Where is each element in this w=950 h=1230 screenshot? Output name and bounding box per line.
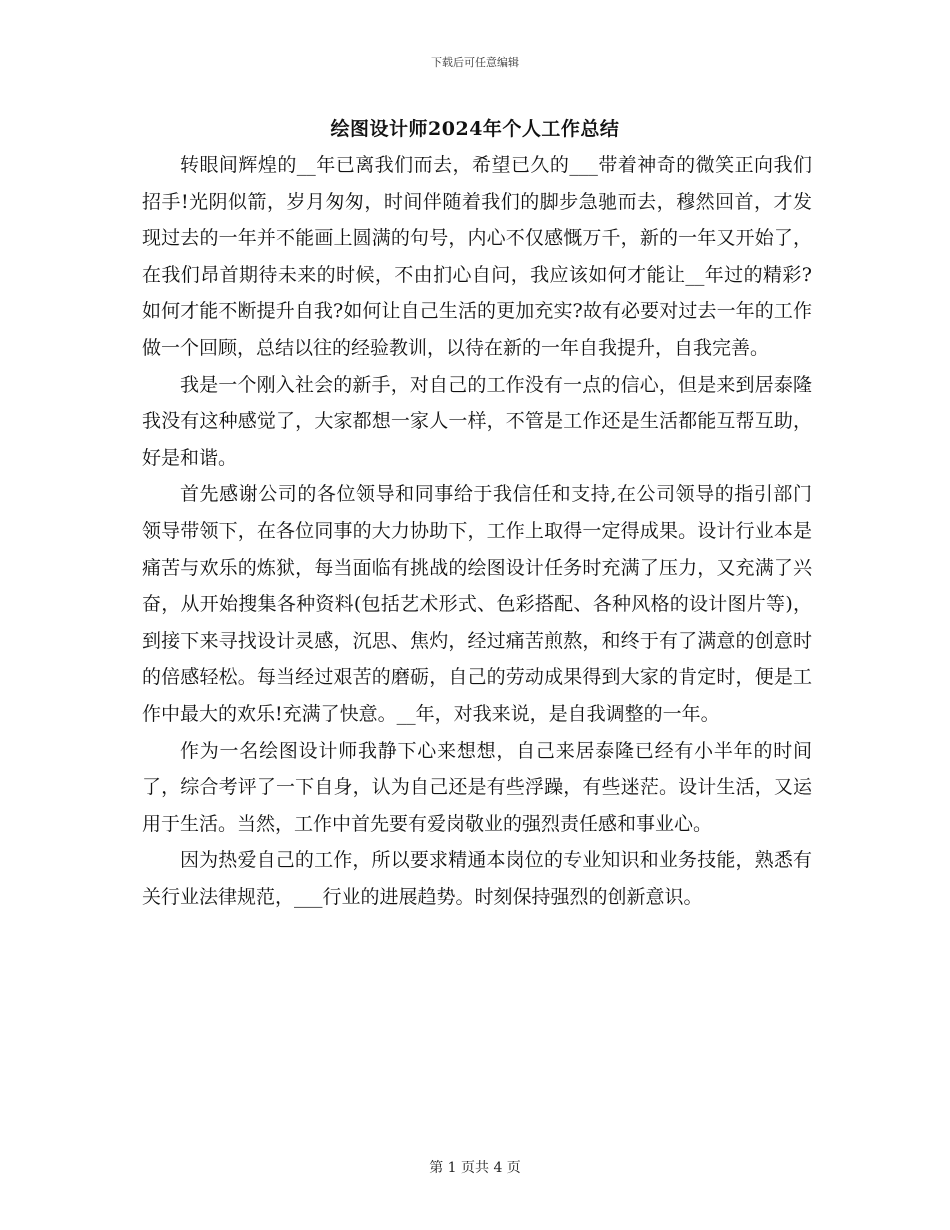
document-title: 绘图设计师2024年个人工作总结 bbox=[330, 118, 620, 140]
page-number: 第 1 页共 4 页 bbox=[429, 1160, 521, 1176]
paragraph-5: 因为热爱自己的工作，所以要求精通本岗位的专业知识和业务技能，熟悉有关行业法律规范，___行业的进展趋势。时刻保持强烈的创新意识。 bbox=[142, 849, 812, 908]
document-body bbox=[142, 147, 812, 915]
page-header-note: 下载后可任意编辑 bbox=[431, 56, 519, 69]
paragraph-3: 首先感谢公司的各位领导和同事给于我信任和支持,在公司领导的指引部门领导带领下，在各位同事的大力协助下，工作上取得一定得成果。设计行业本是痛苦与欢乐的炼狱，每当面临有挑战的绘图设计任务时充满了压力，又充满了兴奋，从开始搜集各种资料(包括艺术形式、色彩搭配、各种风格的设计图片等)，到接下来寻找设计灵感，沉思、焦灼，经过痛苦煎熬，和终于有了满意的创意时的倍感轻松。每当经过艰苦的磨砺，自己的劳动成果得到大家的肯定时，便是工作中最大的欢乐!充满了快意。__年，对我来说，是自我调整的一年。 bbox=[142, 483, 812, 725]
paragraph-1: 转眼间辉煌的__年已离我们而去，希望已久的___带着神奇的微笑正向我们招手!光阴似箭，岁月匆匆，时间伴随着我们的脚步急驰而去，穆然回首，才发现过去的一年并不能画上圆满的句号，内心不仅感慨万千，新的一年又开始了，在我们昂首期待未来的时候，不由扪心自问，我应该如何才能让__年过的精彩?如何才能不断提升自我?如何让自己生活的更加充实?故有必要对过去一年的工作做一个回顾，总结以往的经验教训，以待在新的一年自我提升，自我完善。 bbox=[142, 154, 812, 359]
paragraph-2: 我是一个刚入社会的新手，对自己的工作没有一点的信心，但是来到居泰隆我没有这种感觉了，大家都想一家人一样，不管是工作还是生活都能互帮互助，好是和谐。 bbox=[142, 373, 812, 469]
paragraph-4: 作为一名绘图设计师我静下心来想想，自己来居泰隆已经有小半年的时间了，综合考评了一下自身，认为自己还是有些浮躁，有些迷茫。设计生活，又运用于生活。当然，工作中首先要有爱岗敬业的强烈责任感和事业心。 bbox=[142, 739, 812, 835]
